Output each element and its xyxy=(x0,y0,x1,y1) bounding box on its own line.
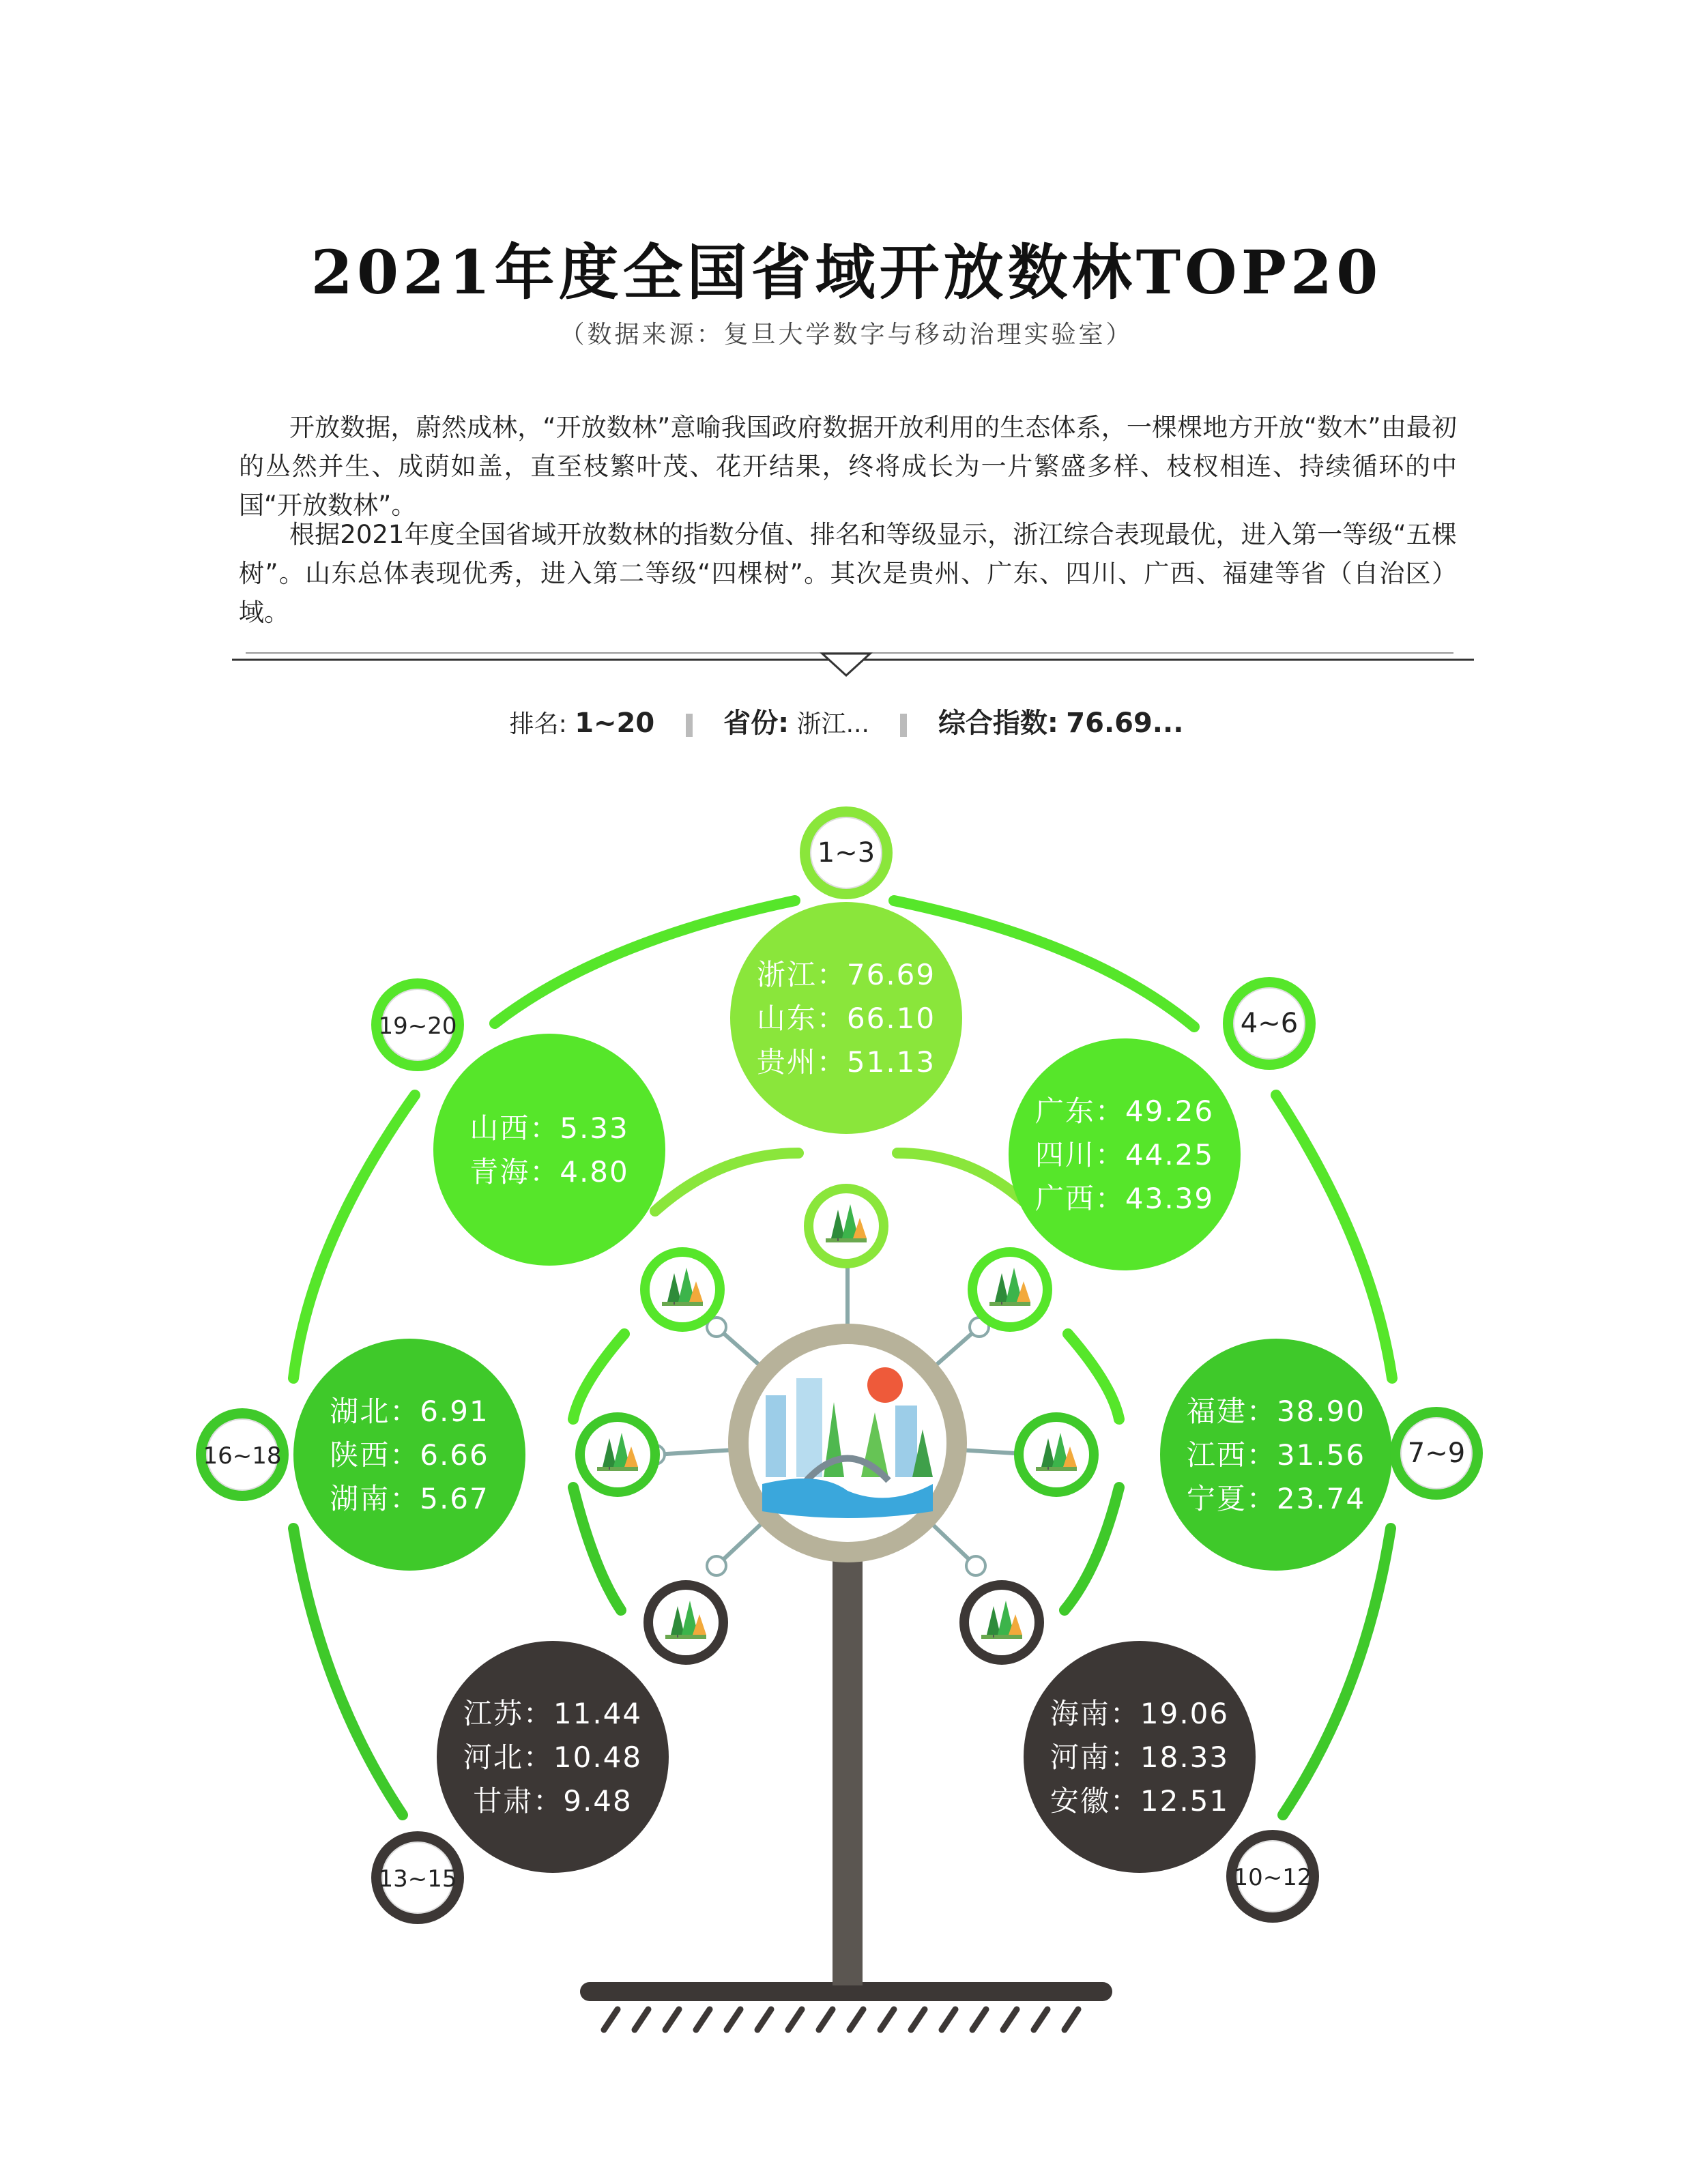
rank-label: 7~9 xyxy=(1407,1438,1466,1469)
intro-paragraph-2: 根据2021年度全国省域开放数林的指数分值、排名和等级显示，浙江综合表现最优，进入第一等级“五棵树”。山东总体表现优秀，进入第二等级“四棵树”。其次是贵州、广东、四川、广西、福建等省（自治区）域。 xyxy=(239,520,1457,627)
province-score: 广西：43.39 xyxy=(1034,1182,1215,1215)
legend-index-label: 综合指数: xyxy=(938,708,1058,739)
data-source: （数据来源：复旦大学数字与移动治理实验室） xyxy=(560,321,1133,349)
branch-arc xyxy=(1065,1487,1119,1610)
province-score: 甘肃：9.48 xyxy=(473,1784,633,1818)
province-score: 河北：10.48 xyxy=(463,1741,643,1774)
tree-trunk xyxy=(833,1556,863,1985)
section-divider xyxy=(232,653,1474,675)
legend-province-value: 浙江... xyxy=(796,710,869,738)
province-score: 宁夏：23.74 xyxy=(1186,1482,1366,1515)
legend-index-value: 76.69... xyxy=(1066,708,1184,739)
province-score: 广东：49.26 xyxy=(1034,1094,1215,1128)
province-score: 河南：18.33 xyxy=(1050,1741,1230,1774)
branch-arc xyxy=(293,1095,415,1378)
intro-paragraph-1: 开放数据，蔚然成林，“开放数林”意喻我国政府数据开放利用的生态体系，一棵棵地方开放“数木”由最初的丛然并生、成荫如盖，直至枝繁叶茂、花开结果，终将成长为一片繁盛多样、枝杈相连、持续循环的中国“开放数林”。 xyxy=(239,413,1457,520)
rank-label: 19~20 xyxy=(378,1013,457,1040)
rank-label: 1~3 xyxy=(817,837,876,869)
branch-arc xyxy=(1276,1095,1392,1378)
legend-rank-value: 1~20 xyxy=(575,708,655,739)
province-score: 福建：38.90 xyxy=(1186,1395,1366,1428)
province-score: 江苏：11.44 xyxy=(463,1697,643,1730)
building-icon xyxy=(796,1378,822,1477)
connector-node xyxy=(707,1556,726,1575)
ground-hatch xyxy=(604,2009,1078,2030)
branch-arc xyxy=(1068,1334,1119,1419)
province-score: 山西：5.33 xyxy=(469,1111,629,1145)
province-score: 陕西：6.66 xyxy=(330,1438,489,1472)
rank-label: 4~6 xyxy=(1240,1008,1299,1039)
branch-arc xyxy=(573,1487,621,1610)
province-score: 海南：19.06 xyxy=(1050,1697,1230,1730)
province-score: 四川：44.25 xyxy=(1034,1138,1215,1171)
province-score: 浙江：76.69 xyxy=(756,958,936,991)
rank-label: 10~12 xyxy=(1233,1864,1312,1891)
legend-province-label: 省份: xyxy=(723,708,790,739)
branch-arc xyxy=(1283,1528,1391,1815)
branch-arc xyxy=(655,1153,798,1211)
branch-arc xyxy=(573,1334,624,1419)
province-score: 江西：31.56 xyxy=(1186,1438,1366,1472)
province-score: 湖南：5.67 xyxy=(330,1482,489,1515)
building-icon xyxy=(895,1406,917,1477)
province-score: 青海：4.80 xyxy=(469,1155,629,1189)
rank-label: 13~15 xyxy=(378,1865,457,1893)
province-score: 山东：66.10 xyxy=(756,1002,936,1035)
sun-icon xyxy=(867,1367,903,1403)
province-score: 湖北：6.91 xyxy=(330,1395,489,1428)
branch-arc xyxy=(293,1528,403,1815)
province-score: 贵州：51.13 xyxy=(756,1045,936,1079)
page-title: 2021年度全国省域开放数林TOP20 xyxy=(310,237,1383,308)
connector-node xyxy=(966,1556,985,1575)
province-score: 安徽：12.51 xyxy=(1050,1784,1230,1818)
rank-label: 16~18 xyxy=(203,1442,282,1470)
building-icon xyxy=(766,1395,786,1477)
province-bubble xyxy=(433,1034,665,1266)
legend-rank-label: 排名: xyxy=(509,710,567,738)
